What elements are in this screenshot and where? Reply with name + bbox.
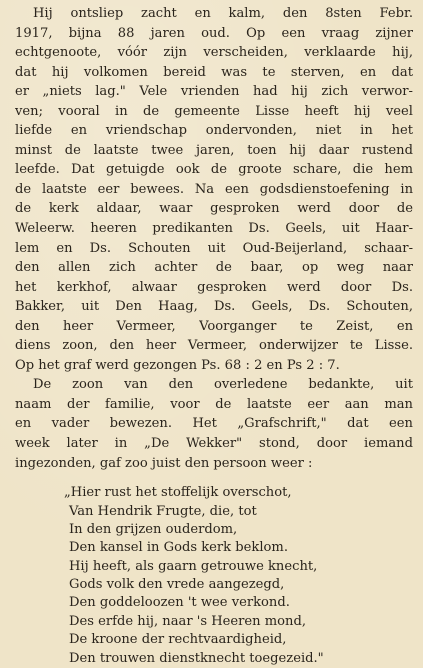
text-line: De zoon van den overledene bedankte, uit — [33, 377, 413, 393]
text-line: echtgenoote, vóór zijn verscheiden, verklaarde hij, — [15, 45, 413, 61]
text-line: dat hij volkomen bereid was te sterven, en dat — [15, 64, 413, 80]
epitaph-poem — [15, 484, 413, 668]
text-line: lem en Ds. Schouten uit Oud-Beijerland, schaar- — [15, 240, 413, 256]
poem-line: „Hier rust het stoffelijk overschot, — [64, 485, 292, 501]
text-line: er „niets lag." Vele vrienden had hij zich verwor- — [15, 84, 413, 100]
text-line: minst de laatste twee jaren, toen hij daar rustend — [15, 142, 413, 158]
text-line: Bakker, uit Den Haag, Ds. Geels, Ds. Schouten, — [15, 299, 413, 315]
text-line: liefde en vriendschap ondervonden, niet in het — [15, 123, 413, 139]
poem-line: Des erfde hij, naar 's Heeren mond, — [69, 613, 307, 629]
poem-line: Hij heeft, als gaarn getrouwe knecht, — [69, 558, 318, 574]
text-line: Hij ontsliep zacht en kalm, den 8sten Febr. — [33, 6, 413, 21]
text-line: Weleerw. heeren predikanten Ds. Geels, uit Haar- — [15, 221, 413, 237]
text-line: den allen zich achter de baar, op weg naar — [15, 260, 413, 276]
paragraph-2 — [15, 375, 413, 473]
poem-line: De kroone der rechtvaardigheid, — [69, 632, 287, 648]
poem-line: Gods volk den vrede aangezegd, — [69, 577, 285, 593]
paragraph-1 — [15, 4, 413, 375]
text-line: de kerk aldaar, waar gesproken werd door de — [15, 201, 413, 217]
text-line: week later in „De Wekker" stond, door iemand — [15, 436, 413, 452]
poem-line: In den grijzen ouderdom, — [69, 521, 238, 537]
text-line: naam der familie, voor de laatste eer aan man — [15, 396, 413, 412]
text-line: Op het graf werd gezongen Ps. 68 : 2 en Ps 2 : 7. — [15, 357, 340, 373]
text-line: 1917, bijna 88 jaren oud. Op een vraag zijner — [15, 25, 413, 41]
text-line: de laatste eer bewees. Na een godsdienstoefening in — [15, 181, 413, 197]
text-line: leefde. Dat getuigde ook de groote schare, die hem — [15, 162, 413, 178]
text-line: diens zoon, den heer Vermeer, onderwijzer te Lisse. — [15, 338, 413, 354]
text-line: ven; vooral in de gemeente Lisse heeft hij veel — [15, 103, 413, 119]
text-line: het kerkhof, alwaar gesproken werd door Ds. — [15, 279, 413, 295]
text-line: en vader bewezen. Het „Grafschrift," dat een — [15, 416, 413, 432]
text-line: den heer Vermeer, Voorganger te Zeist, en — [15, 318, 413, 334]
poem-line: Den trouwen dienstknecht toegezeid." — [69, 650, 324, 666]
poem-line: Van Hendrik Frugte, die, tot — [69, 503, 257, 519]
poem-line: Den kansel in Gods kerk beklom. — [69, 540, 288, 556]
text-line: ingezonden, gaf zoo juist den persoon weer : — [15, 455, 313, 471]
poem-line: Den goddeloozen 't wee verkond. — [69, 595, 290, 611]
